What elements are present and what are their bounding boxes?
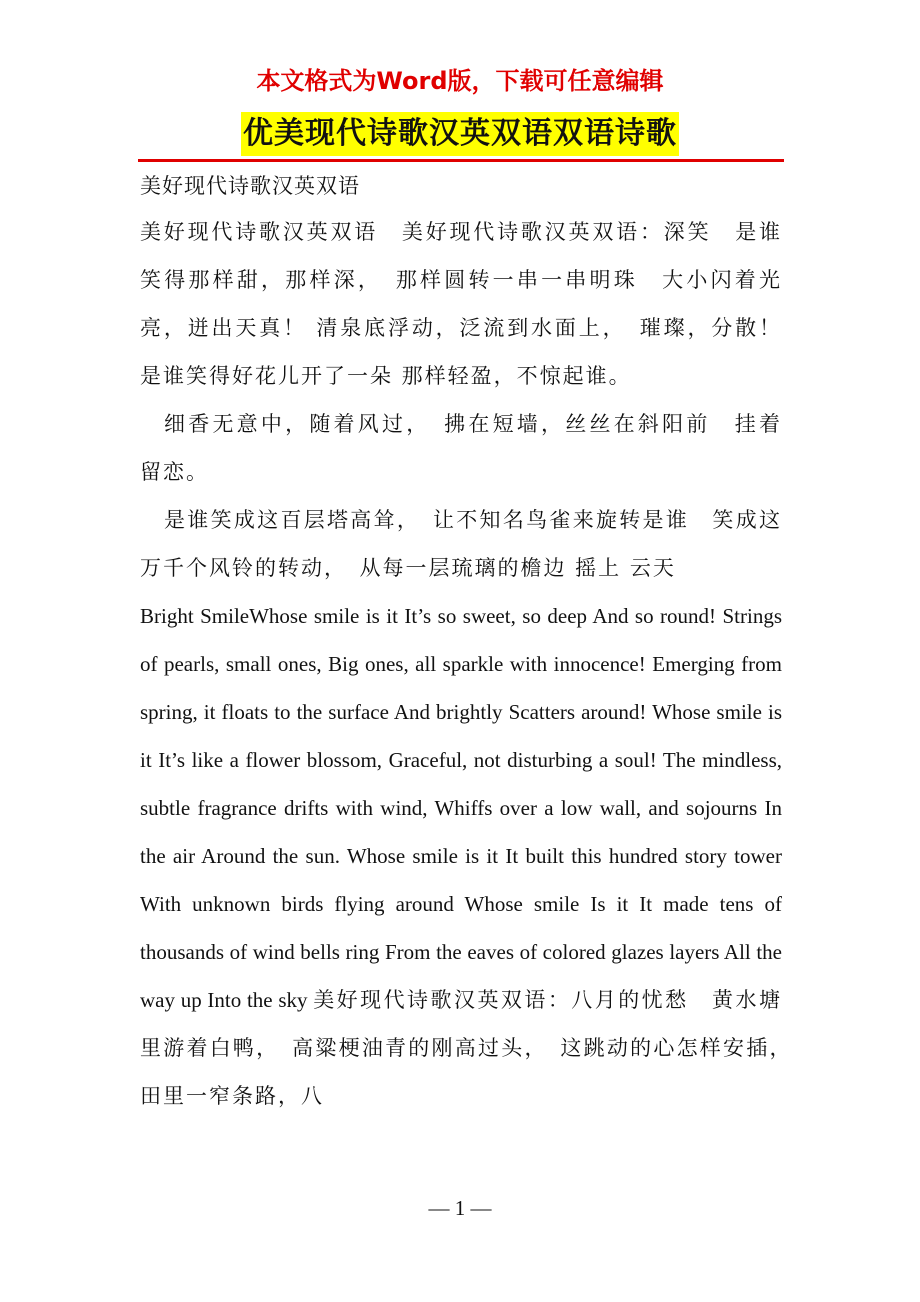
title-divider (138, 159, 784, 162)
english-translation: Bright SmileWhose smile is it It’s so sweet, so deep And so round! Strings of pearls, small ones, Big ones, all sparkle with innocence! Emerging from spring, it floats to the surface And brightly Scatters around! Whose smile is it It’s like a flower blossom, Graceful, not disturbing a soul! The mindless, subtle fragrance drifts with wind, Whiffs over a low wall, and sojourns In the air Around the sun. Whose smile is it It built this hundred story tower With unknown birds flying around Whose smile Is it It made tens of thousands of wind bells ring From the eaves of colored glazes layers All the way up Into the sky (140, 604, 782, 1012)
format-notice: 本文格式为Word版，下载可任意编辑 (256, 67, 664, 95)
document-title: 优美现代诗歌汉英双语双语诗歌 (241, 112, 679, 156)
paragraph-4 (140, 592, 805, 1120)
paragraph-2: 细香无意中，随着风过， 拂在短墙，丝丝在斜阳前 挂着 留恋。 (140, 412, 782, 484)
title-container (0, 112, 920, 156)
document-body (140, 164, 805, 1120)
paragraph-3: 是谁笑成这百层塔高耸， 让不知名鸟雀来旋转是谁 笑成这万千个风铃的转动， 从每一层琉璃的檐边 摇上 云天 (140, 508, 782, 580)
section-subtitle: 美好现代诗歌汉英双语 (140, 174, 360, 198)
paragraph-1: 美好现代诗歌汉英双语 美好现代诗歌汉英双语：深笑 是谁笑得那样甜，那样深， 那样圆转一串一串明珠 大小闪着光亮，迸出天真！ 清泉底浮动，泛流到水面上， 璀璨，分散！ 是谁笑得好花儿开了一朵 那样轻盈，不惊起谁。 (140, 220, 782, 388)
page-number: — 1 — (428, 1196, 492, 1220)
paragraph-4-chinese: 美好现代诗歌汉英双语：八月的忧愁 黄水塘里游着白鸭， 高粱梗油青的刚高过头， 这跳动的心怎样安插， 田里一窄条路，八 (140, 988, 805, 1108)
